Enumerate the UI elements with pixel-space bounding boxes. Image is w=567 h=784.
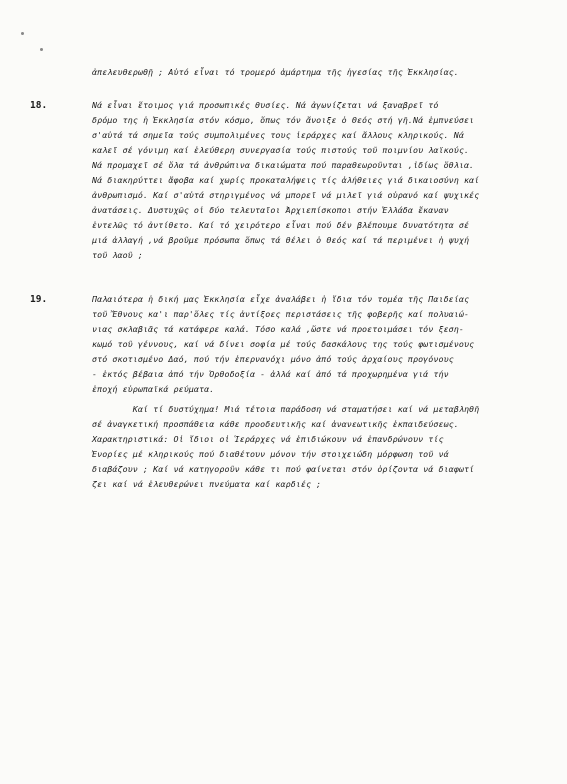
paragraph-line: ἀνατάσεις. Δυστυχῶς οἱ δύο τελευταῖοι Ἀρχιεπίσκοποι στήν Ἑλλάδα ἔκαναν (92, 205, 449, 215)
paragraph-line: Νά διακηρύττει ἄφοβα καί χωρίς προκαταλήψεις τίς ἀλήθειες γιά δικαιοσύνη καί (92, 175, 480, 185)
paragraph-line: Χαρακτηριστικά: Οἱ ἴδιοι οἱ Ἱεράρχες νά ἐπιδιώκουν νά ἐπανδρώνουν τίς (92, 434, 444, 444)
paragraph-line: κωμό τοῦ γέννους, καί νά δίνει σοφία μέ τούς δασκάλους της τούς φωτισμένους (92, 339, 475, 349)
paragraph-line: τοῦ Ἔθνους κα'ι παρ'ὅλες τίς ἀντίξοες περιστάσεις τῆς φοβερῆς καί πολυαιώ- (92, 309, 470, 319)
paragraph-line: νιας σκλαβιᾶς τά κατάφερε καλά. Τόσο καλά ,ὥστε νά προετοιμάσει τόν ξεση- (92, 324, 464, 334)
margin-dot (21, 32, 24, 35)
paragraph-line: ἀνθρωπισμό. Καί σ'αὐτά στηριγμένος νά μπορεῖ νά μιλεῖ γιά οὐρανό καί ψυχικές (92, 190, 480, 200)
margin-dot (40, 48, 43, 51)
paragraph-line: μιά ἀλλαγή ,νά βροῦμε πρόσωπα ὅπως τά θέλει ὁ Θεός καί τά περιμένει ἡ ψυχή (92, 235, 470, 245)
section-number: 18. (30, 100, 48, 111)
section-number: 19. (30, 294, 48, 305)
paragraph-line: δρόμο της ἡ Ἐκκλησία στόν κόσμο, ὅπως τόν ἄνοιξε ὁ Θεός στή γῆ.Νά ἐμπνεύσει (92, 115, 475, 125)
paragraph-line: καλεῖ σέ γόνιμη καί ἐλεύθερη συνεργασία τούς πιστούς τοῦ ποιμνίου λαϊκούς. (92, 145, 470, 155)
paragraph-line: σ'αὐτά τά σημεῖα τούς συμπολιμένες τους ἱεράρχες καί ἄλλους κληρικούς. Νά (92, 130, 464, 140)
paragraph-line: τοῦ λαοῦ ; (92, 250, 143, 260)
paragraph-line: Παλαιότερα ἡ δική μας Ἐκκλησία εἶχε ἀναλάβει ἡ ἴδια τόν τομέα τῆς Παιδείας (92, 294, 470, 304)
paragraph-line: - ἐκτός βέβαια ἀπό τήν Ὀρθοδοξία - ἀλλά καί ἀπό τά προχωρημένα γιά τήν (92, 369, 449, 379)
paragraph-line: ἐντελῶς τό ἀντίθετο. Καί τό χειρότερο εἶναι πού δέν βλέπουμε δυνατότητα σέ (92, 220, 470, 230)
paragraph-line: Καί τί δυστύχημα! Μιά τέτοια παράδοση νά σταματήσει καί νά μεταβληθῆ (92, 404, 480, 414)
paragraph-line: στό σκοτισμένο Δαό, πού τήν ἐπερνανόχι μόνο ἀπό τούς ἀρχαίους προγόνους (92, 354, 454, 364)
paragraph-line: σέ ἀναγκετική προσπάθεια κάθε προοδευτικῆς καί ἀνανεωτικῆς ἐκπαιδεύσεως. (92, 419, 459, 429)
paragraph-line: Ἐνορίες μέ κληρικούς πού διαθέτουν μόνον τήν στοιχειώδη μόρφωση τοῦ νά (92, 449, 449, 459)
paragraph-line: Νά εἶναι ἕτοιμος γιά προσωπικές θυσίες. Νά ἀγωνίζεται νά ξαναβρεῖ τό (92, 100, 439, 110)
top-line: ἀπελευθερωθῇ ; Αὐτό εἶναι τό τρομερό ἁμάρτημα τῆς ἡγεσίας τῆς Ἐκκλησίας. (92, 67, 459, 77)
paragraph-line: ζει καί νά ἐλευθερώνει πνεύματα καί καρδιές ; (92, 479, 322, 489)
paragraph-line: διαβάζουν ; Καί νά κατηγοροῦν κάθε τι πού φαίνεται στόν ὁρίζοντα νά διαφωτί (92, 464, 475, 474)
paragraph-line: ἐποχή εὐρωπαϊκά ρεύματα. (92, 384, 215, 394)
paragraph-line: Νά προμαχεῖ σέ ὅλα τά ἀνθρώπινα δικαιώματα πού παραθεωροῦνται ,ἰδίως ὅθλια. (92, 160, 475, 170)
